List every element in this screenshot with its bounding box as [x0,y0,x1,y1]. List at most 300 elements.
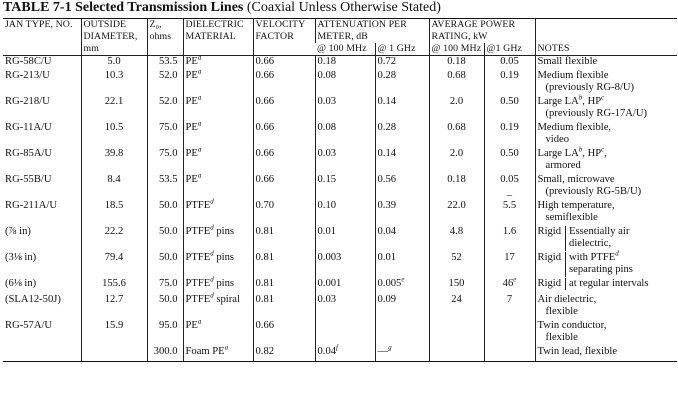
cell-att-1g [375,200,429,226]
cell-pow-100 [429,294,484,320]
table-row [3,252,677,278]
pow-1g-text: 0.50 [500,95,519,107]
cell-z0 [147,122,183,148]
col-header-att-100: @ 100 MHz [315,43,375,56]
att-1g-text: 0.72 [377,56,397,67]
table-row [3,294,677,320]
cell-att-1g [375,174,429,200]
outside-diameter-text: 8.4 [107,173,121,185]
velocity-text: 0.81 [255,225,275,237]
dielectric-text: PTFE [185,199,211,211]
cell-notes [535,320,677,346]
outside-diameter-text: 10.5 [104,121,124,133]
rigid-group-text [565,226,629,251]
dielectric-extra: pins [213,277,235,289]
pow-100-text: 24 [451,293,462,305]
notes-line-1: Twin lead, flexible [537,345,618,357]
cell-outside-diameter [81,56,147,70]
pow-1g-text: 5.5 [502,199,517,211]
cell-jan-type [3,148,81,174]
pow-100-text: 0.68 [447,121,466,133]
dielectric-footnote: a [197,92,202,101]
col-header-jan-type: JAN TYPE, NO. [3,19,81,56]
cell-jan-type [3,174,81,200]
dielectric-footnote: d [210,274,214,283]
pow-100-text: 150 [448,277,465,289]
cell-dielectric [183,53,253,70]
dash-mark: _ [506,186,513,198]
cell-z0 [147,56,183,70]
att-1g-text: 0.005 [377,277,402,289]
cell-outside-diameter [81,122,147,148]
dielectric-text: PE [185,121,198,133]
cell-att-1g [375,294,429,320]
att-1g-text: 0.56 [377,173,397,185]
pow-100-text: 0.18 [447,56,466,67]
cell-jan-type [3,122,81,148]
cell-z0 [147,96,183,122]
dielectric-text: PTFE [185,251,211,263]
cell-dielectric [183,342,253,362]
cell-jan-type [3,56,81,70]
transmission-lines-table [3,18,677,362]
notes-line-1: Medium flexible, [537,121,612,133]
cell-pow-100 [429,278,484,294]
notes-la-footnote: b [578,144,583,153]
cell-jan-type [3,70,81,96]
cell-jan-type [3,252,81,278]
col-header-velocity: VELOCITY FACTOR [253,19,315,56]
cell-velocity [253,200,315,226]
cell-notes [535,92,677,122]
cell-dielectric [183,316,253,346]
notes-comma: , [604,147,607,159]
cell-notes [535,248,677,278]
cell-jan-type [3,320,81,346]
cell-att-1g [375,252,429,278]
dielectric-text: PTFE [185,225,211,237]
table-row [3,346,677,362]
cell-notes [535,278,677,294]
dielectric-text: PTFE [185,293,211,305]
att-1g-text: 0.09 [377,293,397,305]
cell-dielectric [183,274,253,294]
cell-att-100 [315,294,375,320]
cell-notes [535,346,677,362]
cell-att-100 [315,56,375,70]
z0-text: 53.5 [158,173,178,185]
cell-pow-100 [429,122,484,148]
velocity-text: 0.81 [255,277,275,289]
cell-att-1g [375,148,429,174]
cell-att-1g [375,122,429,148]
cell-outside-diameter [81,96,147,122]
col-header-avg-power: AVERAGE POWER RATING, kW [429,19,535,44]
velocity-text: 0.66 [255,95,275,107]
cell-att-100 [315,174,375,200]
att-100-text: 0.10 [317,199,337,211]
outside-diameter-text: 22.1 [104,95,124,107]
jan-type-text: RG-211A/U [5,199,57,211]
outside-diameter-text: 5.0 [107,56,121,67]
table-body [3,53,677,362]
cell-pow-100 [429,226,484,252]
col-header-pow-1g: @1 GHz [484,43,535,56]
cell-velocity [253,96,315,122]
notes-la: Large LA [537,95,579,107]
cell-att-100 [315,320,375,346]
velocity-text: 0.81 [255,251,275,263]
cell-att-100 [315,70,375,96]
cell-pow-100 [429,346,484,362]
jan-type-text: RG-213/U [5,69,50,81]
cell-att-100 [315,200,375,226]
notes-line-1 [537,92,605,107]
cell-dielectric [183,222,253,252]
cell-velocity [253,70,315,96]
cell-notes [535,200,677,226]
cell-dielectric [183,290,253,320]
cell-pow-1g [484,56,535,70]
dielectric-footnote: a [197,170,202,179]
notes-hp: , HP [582,95,602,107]
notes-hp-footnote: c [601,144,605,153]
outside-diameter-text: 18.5 [104,199,124,211]
cell-notes [535,56,677,70]
cell-att-1g [375,96,429,122]
dielectric-footnote: d [210,196,214,205]
notes-hp-footnote: c [601,92,605,101]
velocity-text: 0.82 [255,345,275,357]
cell-z0 [147,294,183,320]
att-1g-text: 0.28 [377,69,397,81]
cell-pow-1g [484,226,535,252]
cell-z0 [147,148,183,174]
notes-line-2: (previously RG-17A/U) [545,108,648,120]
table-row [3,56,677,70]
cell-velocity [253,278,315,294]
table-row [3,278,677,294]
dielectric-text: PE [185,173,198,185]
dielectric-footnote: a [197,316,202,325]
velocity-text: 0.66 [255,147,275,159]
cell-att-1g [375,226,429,252]
cell-pow-1g [484,200,535,226]
jan-type-text: RG-11A/U [5,121,52,133]
cell-pow-1g [484,252,535,278]
rigid-group-text [565,278,648,291]
jan-type-text: RG-58C/U [5,56,52,67]
col-header-notes: NOTES [535,19,677,56]
cell-dielectric [183,144,253,174]
cell-jan-type [3,346,81,362]
z0-text: 50.0 [158,199,178,211]
cell-att-1g [375,274,429,294]
dielectric-text: PE [185,56,198,67]
notes-line-1: Small flexible [537,56,598,67]
pow-100-text: 2.0 [449,147,464,159]
rigid-group-line: separating pins [569,264,633,276]
cell-notes [535,226,677,252]
cell-z0 [147,278,183,294]
z0-text: 52.0 [158,95,178,107]
cell-velocity [253,174,315,200]
cell-notes [535,294,677,320]
att-100-text: 0.08 [317,121,337,133]
cell-jan-type [3,226,81,252]
jan-type-text: (3⅛ in) [5,251,37,263]
jan-type-text: RG-85A/U [5,147,53,159]
pow-1g-text: 0.05 [500,173,519,185]
table-title-main: TABLE 7-1 Selected Transmission Lines [3,0,244,15]
rigid-group-line: dielectric, [569,238,612,250]
dielectric-footnote: a [197,144,202,153]
z0-text: 75.0 [158,147,178,159]
col-header-z0: Z₀, ohms [147,19,183,56]
dielectric-footnote: a [197,53,202,62]
col-header-dielectric: DIELECTRIC MATERIAL [183,19,253,56]
cell-att-100 [315,148,375,174]
pow-1g-footnote: e [513,274,517,283]
notes-line-2: flexible [545,332,578,344]
cell-att-100 [315,278,375,294]
att-1g-footnote: e [401,274,405,283]
dielectric-text: PE [185,147,198,159]
att-100-text: 0.03 [317,95,337,107]
att-1g-footnote: g [388,342,392,351]
pow-1g-text: 0.19 [500,121,519,133]
jan-type-text: RG-57A/U [5,319,53,331]
notes-line-2: semiflexible [545,212,598,224]
cell-z0 [147,346,183,362]
cell-z0 [147,174,183,200]
notes-hp: , HP [582,147,602,159]
dielectric-footnote: a [197,66,202,75]
cell-pow-100 [429,148,484,174]
cell-pow-1g [484,70,535,96]
pow-1g-text: 17 [504,251,515,263]
notes-la: Large LA [537,147,579,159]
cell-dielectric [183,170,253,200]
dielectric-extra: spiral [213,293,240,305]
table-row [3,226,677,252]
cell-velocity [253,122,315,148]
pow-100-text: 0.68 [447,69,466,81]
cell-pow-100 [429,174,484,200]
velocity-text: 0.66 [255,56,275,67]
cell-pow-1g [484,274,535,294]
notes-line-1: Medium flexible [537,69,609,81]
table-title [3,0,441,16]
table-title-sub: (Coaxial Unless Otherwise Stated) [246,0,441,15]
cell-att-100 [315,122,375,148]
dielectric-extra: pins [213,225,235,237]
cell-z0 [147,320,183,346]
notes-rigid: Rigid [537,225,562,237]
cell-velocity [253,320,315,346]
att-100-text: 0.001 [317,277,342,289]
table-row [3,148,677,174]
att-1g-text: 0.04 [377,225,397,237]
rigid-group-line: at regular intervals [569,277,649,289]
att-100-text: 0.04 [317,345,337,357]
jan-type-text: (6⅛ in) [5,277,37,289]
rigid-group-text [565,248,633,277]
cell-velocity [253,56,315,70]
table-row [3,70,677,96]
outside-diameter-text: 15.9 [104,319,124,331]
velocity-text: 0.70 [255,199,275,211]
cell-velocity [253,346,315,362]
cell-outside-diameter [81,226,147,252]
notes-line-2: flexible [545,306,578,318]
table-row [3,174,677,200]
z0-text: 75.0 [158,277,178,289]
z0-text: 50.0 [158,225,178,237]
att-1g-text: 0.39 [377,199,397,211]
rigid-group-footnote: d [615,248,619,257]
dielectric-text: PE [185,95,198,107]
jan-type-text: RG-218/U [5,95,50,107]
dielectric-text: PTFE [185,277,211,289]
cell-dielectric [183,196,253,226]
velocity-text: 0.66 [255,121,275,133]
outside-diameter-text: 39.8 [104,147,124,159]
cell-outside-diameter [81,346,147,362]
pow-1g-text: 0.05 [500,56,519,67]
notes-line-2: video [545,134,570,146]
cell-att-100 [315,252,375,278]
notes-line-1: Twin conductor, [537,319,607,331]
cell-outside-diameter [81,278,147,294]
z0-text: 300.0 [153,345,178,357]
z0-text: 50.0 [158,251,178,263]
cell-pow-100 [429,96,484,122]
col-header-attenuation: ATTENUATION PER METER, dB [315,19,429,44]
z0-text: 75.0 [158,121,178,133]
dielectric-text: PE [185,69,198,81]
cell-pow-1g [484,122,535,148]
jan-type-text: RG-55B/U [5,173,52,185]
cell-outside-diameter [81,294,147,320]
jan-type-text: (SLA12-50J) [5,293,61,305]
notes-line-2: (previously RG-5B/U) [545,186,642,198]
cell-jan-type [3,294,81,320]
cell-z0 [147,200,183,226]
cell-notes [535,70,677,96]
att-100-text: 0.01 [317,225,337,237]
table-row [3,96,677,122]
pow-1g-text: 0.19 [500,69,519,81]
pow-1g-text: 0.50 [500,147,519,159]
cell-dielectric [183,248,253,278]
att-100-text: 0.003 [317,251,342,263]
pow-1g-text: 7 [506,293,513,305]
z0-text: 50.0 [158,293,178,305]
pow-100-text: 0.18 [447,173,466,185]
cell-pow-1g [484,294,535,320]
pow-100-text: 22.0 [447,199,466,211]
dielectric-text: Foam PE [185,345,225,357]
cell-notes [535,144,677,174]
cell-jan-type [3,96,81,122]
outside-diameter-text: 22.2 [104,225,124,237]
col-header-outside-diameter: OUTSIDE DIAMETER, mm [81,19,147,56]
cell-pow-100 [429,70,484,96]
cell-dielectric [183,66,253,96]
att-1g-text: 0.14 [377,147,397,159]
att-1g-text: — [377,345,389,357]
att-100-text: 0.03 [317,147,337,159]
cell-att-1g [375,56,429,70]
notes-rigid: Rigid [537,277,562,289]
cell-notes [535,122,677,148]
cell-outside-diameter [81,200,147,226]
cell-att-1g [375,70,429,96]
dielectric-footnote: d [210,248,214,257]
att-100-text: 0.15 [317,173,337,185]
att-1g-text: 0.01 [377,251,397,263]
jan-type-text: (⅞ in) [5,225,31,237]
cell-outside-diameter [81,174,147,200]
cell-att-1g [375,342,429,362]
dielectric-footnote: d [210,222,214,231]
cell-pow-100 [429,56,484,70]
att-1g-text: 0.14 [377,95,397,107]
cell-outside-diameter [81,252,147,278]
notes-line-2: (previously RG-8/U) [545,82,635,94]
table-row [3,122,677,148]
cell-z0 [147,252,183,278]
notes-line-1: High temperature, [537,199,615,211]
cell-jan-type [3,278,81,294]
notes-line-1 [537,144,607,159]
att-100-text: 0.03 [317,293,337,305]
att-100-text: 0.18 [317,56,337,67]
cell-outside-diameter [81,320,147,346]
cell-pow-100 [429,200,484,226]
rigid-group-line: Essentially air [569,225,630,237]
cell-att-100 [315,342,375,362]
velocity-text: 0.81 [255,293,275,305]
cell-velocity [253,148,315,174]
cell-z0 [147,226,183,252]
velocity-text: 0.66 [255,69,275,81]
cell-dielectric [183,118,253,148]
table-row [3,320,677,346]
velocity-text: 0.66 [255,319,275,331]
cell-pow-1g [484,320,535,346]
dielectric-footnote: d [210,290,214,299]
att-1g-text: 0.28 [377,121,397,133]
att-100-text: 0.08 [317,69,337,81]
velocity-text: 0.66 [255,173,275,185]
pow-1g-text: 46 [502,277,514,289]
z0-text: 52.0 [158,69,178,81]
outside-diameter-text: 12.7 [104,293,124,305]
cell-att-100 [315,226,375,252]
notes-line-1: Air dielectric, [537,293,597,305]
cell-pow-1g [484,148,535,174]
dielectric-footnote: a [224,342,229,351]
col-header-att-1g: @ 1 GHz [375,43,429,56]
cell-velocity [253,294,315,320]
cell-pow-100 [429,320,484,346]
cell-att-100 [315,96,375,122]
outside-diameter-text: 79.4 [104,251,124,263]
pow-100-text: 52 [451,251,462,263]
notes-line-1: Small, microwave [537,173,615,185]
